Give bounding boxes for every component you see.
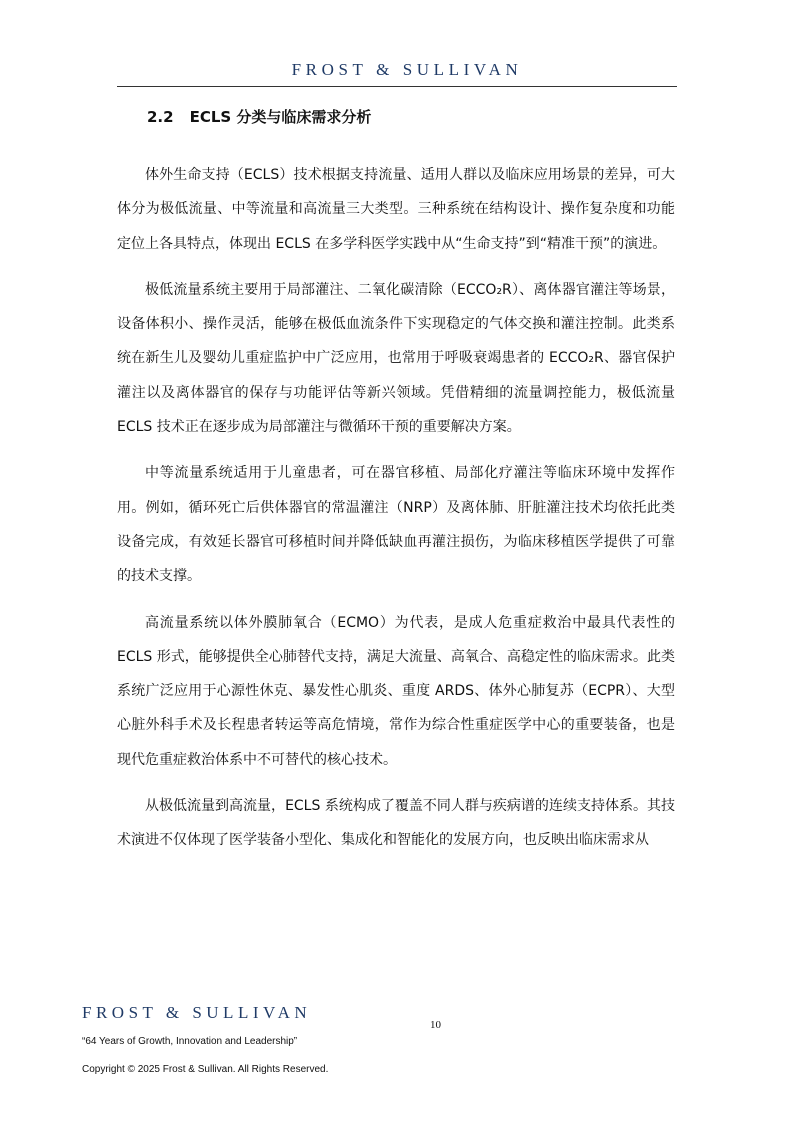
header-divider [117, 86, 677, 87]
section-heading [147, 106, 371, 127]
paragraph-intro: 体外生命支持（ECLS）技术根据支持流量、适用人群以及临床应用场景的差异，可大体分为极低流量、中等流量和高流量三大类型。三种系统在结构设计、操作复杂度和功能定位上各具特点，体现出 ECLS 在多学科医学实践中从“生命支持”到“精准干预”的演进。 [117, 167, 675, 252]
paragraph-summary: 从极低流量到高流量，ECLS 系统构成了覆盖不同人群与疾病谱的连续支持体系。其技术演进不仅体现了医学装备小型化、集成化和智能化的发展方向，也反映出临床需求从 [117, 798, 675, 849]
section-number: 2.2 [147, 108, 174, 126]
header-brand-logo: FROST & SULLIVAN [291, 60, 523, 79]
footer-copyright: Copyright © 2025 Frost & Sullivan. All Rights Reserved. [82, 1064, 329, 1075]
paragraph-high-flow: 高流量系统以体外膜肺氧合（ECMO）为代表，是成人危重症救治中最具代表性的 ECLS 形式，能够提供全心肺替代支持，满足大流量、高氧合、高稳定性的临床需求。此类系统广泛应用于心源性休克、暴发性心肌炎、重度 ARDS、体外心肺复苏（ECPR）、大型心脏外科手术及长程患者转运等高危情境，常作为综合性重症医学中心的重要装备，也是现代危重症救治体系中不可替代的核心技术。 [117, 614, 675, 768]
paragraph-medium-flow: 中等流量系统适用于儿童患者，可在器官移植、局部化疗灌注等临床环境中发挥作用。例如，循环死亡后供体器官的常温灌注（NRP）及离体肺、肝脏灌注技术均依托此类设备完成，有效延长器官可移植时间并降低缺血再灌注损伤，为临床移植医学提供了可靠的技术支撑。 [117, 465, 675, 585]
footer-tagline: “64 Years of Growth, Innovation and Leadership” [82, 1036, 298, 1047]
body-text [117, 158, 675, 870]
footer-brand-logo: FROST & SULLIVAN [82, 1003, 312, 1022]
page-number: 10 [430, 1019, 441, 1031]
paragraph-ultra-low-flow: 极低流量系统主要用于局部灌注、二氧化碳清除（ECCO₂R）、离体器官灌注等场景，设备体积小、操作灵活，能够在极低血流条件下实现稳定的气体交换和灌注控制。此类系统在新生儿及婴幼儿重症监护中广泛应用，也常用于呼吸衰竭患者的 ECCO₂R、器官保护灌注以及离体器官的保存与功能评估等新兴领域。凭借精细的流量调控能力，极低流量 ECLS 技术正在逐步成为局部灌注与微循环干预的重要解决方案。 [117, 281, 675, 436]
section-title: ECLS 分类与临床需求分析 [189, 108, 372, 126]
